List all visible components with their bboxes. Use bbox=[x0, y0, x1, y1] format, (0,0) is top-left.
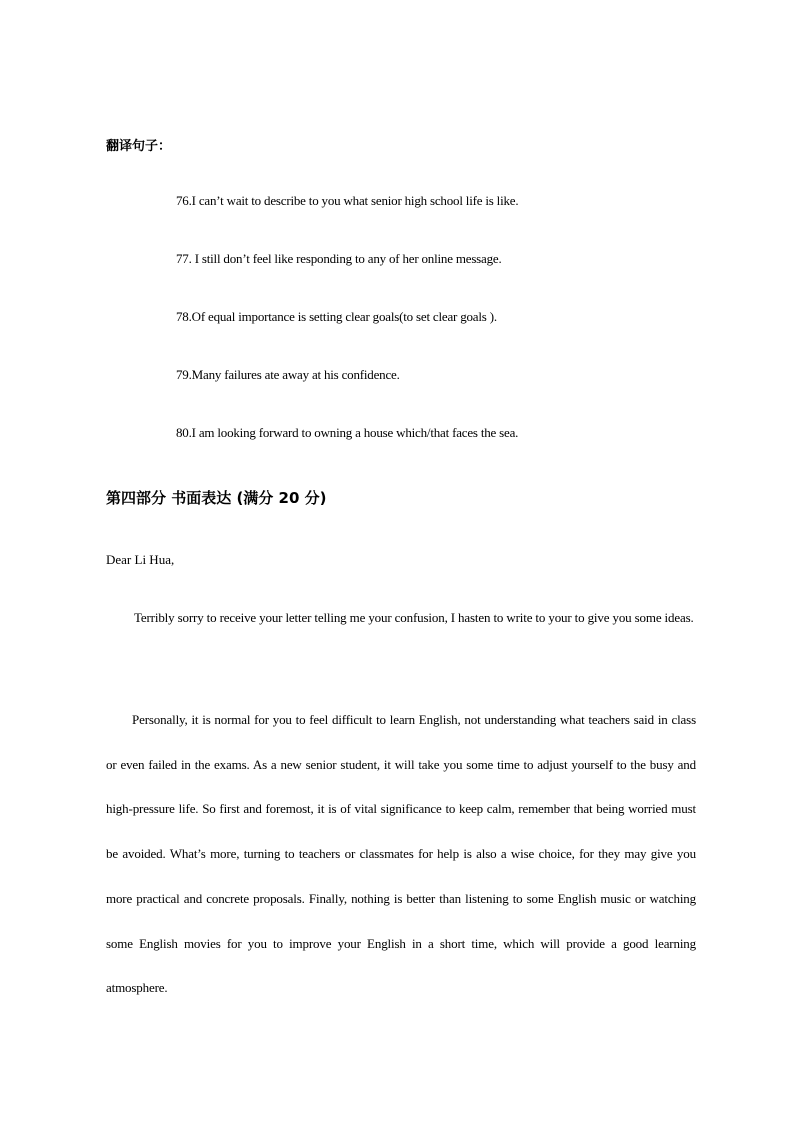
answer-80: 80.I am looking forward to owning a house which/that faces the sea. bbox=[176, 425, 519, 440]
answer-77: 77. I still don’t feel like responding to any of her online message. bbox=[176, 251, 502, 266]
writing-section-title: 第四部分 书面表达 (满分 20 分) bbox=[106, 489, 327, 507]
translation-answer-list bbox=[176, 193, 518, 483]
letter-paragraph-2: Personally, it is normal for you to feel difficult to learn English, not understanding what teachers said in class or even failed in the exams. As a new senior student, it will take you some time to adjust yourself to the busy and high-pressure life. So first and foremost, it is of vital significance to keep calm, remember that being worried must be avoided. What’s more, turning to teachers or classmates for help is also a wise choice, for they may give you more practical and concrete proposals. Finally, nothing is better than listening to some English music or watching some English movies for you to improve your English in a short time, which will provide a good learning atmosphere. bbox=[106, 712, 696, 996]
translate-section-title: 翻译句子： bbox=[106, 139, 172, 154]
answer-76: 76.I can’t wait to describe to you what senior high school life is like. bbox=[176, 193, 519, 208]
letter-salutation: Dear Li Hua, bbox=[106, 552, 175, 567]
letter-paragraph-1: Terribly sorry to receive your letter telling me your confusion, I hasten to write to your to give you some ideas. bbox=[134, 610, 694, 625]
answer-78: 78.Of equal importance is setting clear goals(to set clear goals ). bbox=[176, 309, 497, 324]
answer-79: 79.Many failures ate away at his confidence. bbox=[176, 367, 400, 382]
